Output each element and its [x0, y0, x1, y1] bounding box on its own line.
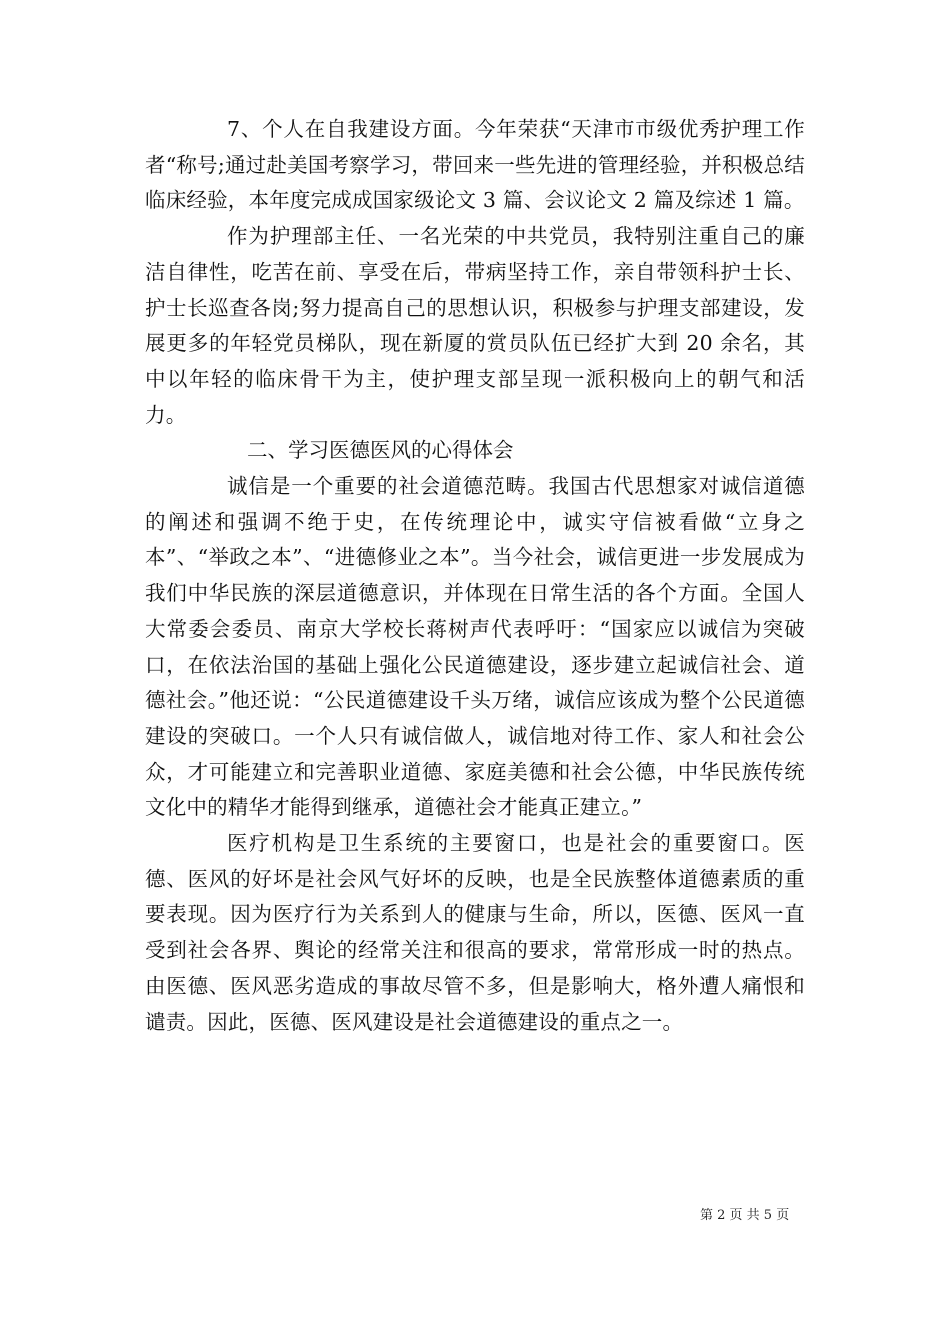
page-number-footer: 第 2 页 共 5 页 — [700, 1208, 790, 1223]
paragraph-medical-ethics: 医疗机构是卫生系统的主要窗口，也是社会的重要窗口。医德、医风的好坏是社会风气好坏的反映，也是全民族整体道德素质的重要表现。因为医疗行为关系到人的健康与生命，所以，医德、医风一直受到社会各界、舆论的经常关注和很高的要求，常常形成一时的热点。由医德、医风恶劣造成的事故尽管不多，但是影响大，格外遭人痛恨和谴责。因此，医德、医风建设是社会道德建设的重点之一。 — [145, 831, 805, 1034]
document-body — [145, 112, 805, 1040]
paragraph-party-member: 作为护理部主任、一名光荣的中共党员，我特别注重自己的廉洁自律性，吃苦在前、享受在后，带病坚持工作，亲自带领科护士长、护士长巡查各岗;努力提高自己的思想认识，积极参与护理支部建设，发展更多的年轻党员梯队，现在新厦的赏员队伍已经扩大到 20 余名，其中以年轻的临床骨干为主，使护理支部呈现一派积极向上的朝气和活力。 — [145, 224, 805, 427]
paragraph-self-development: 7、个人在自我建设方面。今年荣获“天津市市级优秀护理工作者“称号;通过赴美国考察学习，带回来一些先进的管理经验，并积极总结临床经验，本年度完成成国家级论文 3 篇、会议论文 2 篇及综述 1 篇。 — [145, 117, 805, 213]
paragraph-integrity: 诚信是一个重要的社会道德范畴。我国古代思想家对诚信道德的阐述和强调不绝于史，在传统理论中，诚实守信被看做“立身之本”、“举政之本”、“进德修业之本”。当今社会，诚信更进一步发展成为我们中华民族的深层道德意识，并体现在日常生活的各个方面。全国人大常委会委员、南京大学校长蒋树声代表呼吁：“国家应以诚信为突破口，在依法治国的基础上强化公民道德建设，逐步建立起诚信社会、道德社会。”他还说：“公民道德建设千头万绪，诚信应该成为整个公民道德建设的突破口。一个人只有诚信做人，诚信地对待工作、家人和社会公众，才可能建立和完善职业道德、家庭美德和社会公德，中华民族传统文化中的精华才能得到继承，道德社会才能真正建立。” — [145, 474, 805, 820]
section-heading: 二、学习医德医风的心得体会 — [247, 438, 514, 463]
